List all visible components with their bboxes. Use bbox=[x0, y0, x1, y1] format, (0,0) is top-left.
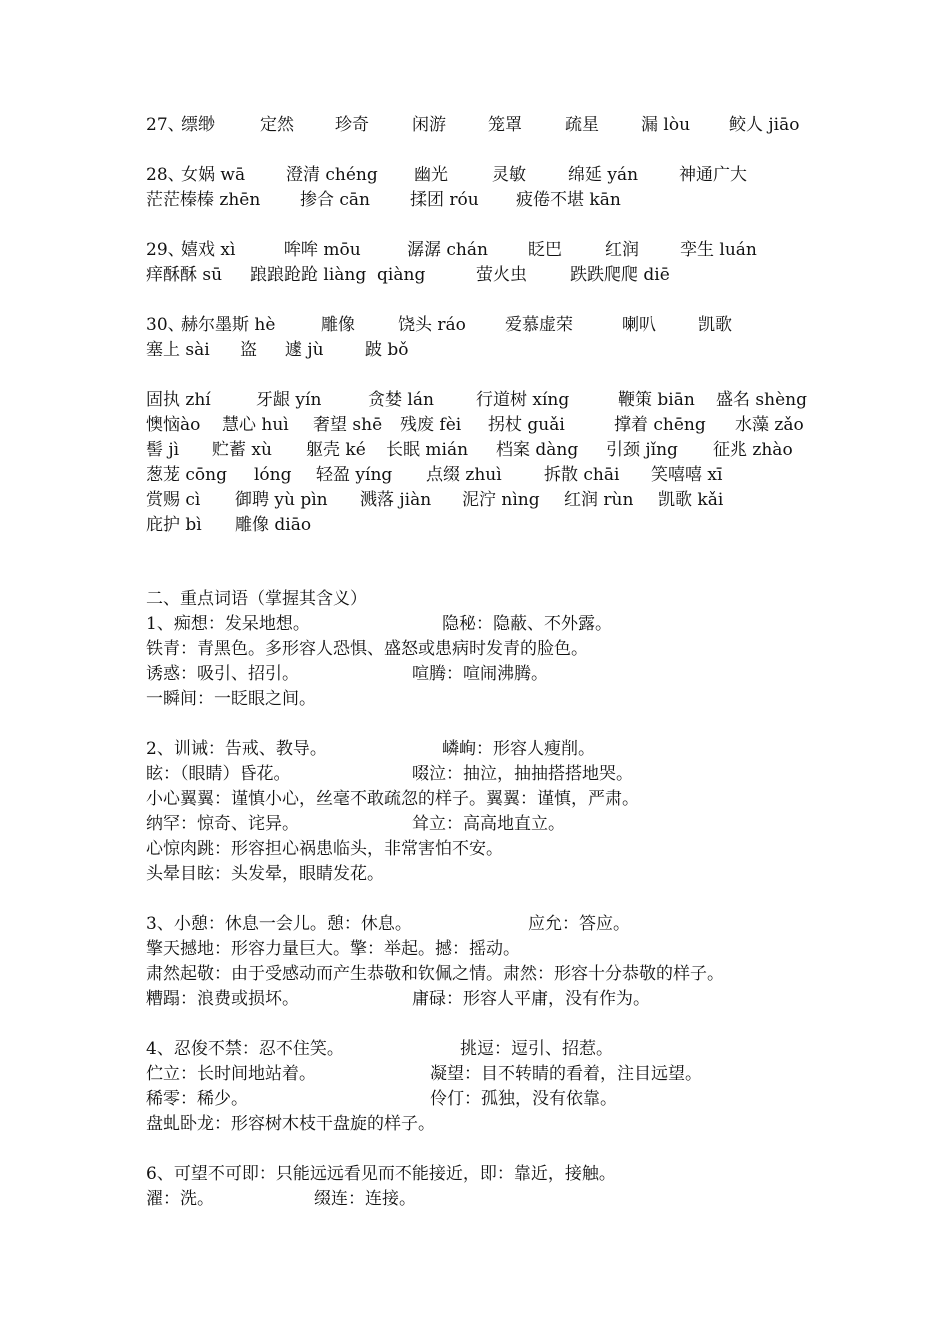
vocab-word: 哞哞 mōu bbox=[284, 240, 361, 260]
definition: 诱惑：吸引、招引。 bbox=[146, 664, 299, 684]
vocab-word: 慧心 huì bbox=[222, 415, 289, 435]
vocab-word: 档案 dàng bbox=[496, 440, 579, 460]
vocab-word: 珍奇 bbox=[335, 115, 369, 135]
vocab-word: 轻盈 yíng bbox=[316, 465, 393, 485]
vocab-word: 贮蓄 xù bbox=[212, 440, 272, 460]
extra-vocab-row bbox=[146, 513, 312, 538]
definition: 挑逗：逗引、招惹。 bbox=[460, 1039, 613, 1059]
definition: 隐秘：隐蔽、不外露。 bbox=[442, 614, 612, 634]
definition: 眩：（眼睛）昏花。 bbox=[146, 764, 291, 784]
vocab-word: 笼罩 bbox=[488, 115, 522, 135]
definition-line bbox=[146, 762, 633, 787]
definition-line bbox=[146, 737, 595, 762]
vocab-word: 笑嘻嘻 xī bbox=[651, 465, 723, 485]
definition-line bbox=[146, 987, 650, 1012]
vocab-word: 遽 jù bbox=[285, 340, 324, 360]
definition-line bbox=[146, 937, 520, 962]
definition: 4、忍俊不禁：忍不住笑。 bbox=[146, 1039, 344, 1059]
group-30-row-2 bbox=[146, 338, 409, 363]
vocab-word: 跛 bǒ bbox=[365, 340, 409, 360]
group-label: 27、 bbox=[146, 115, 185, 135]
vocab-word: 葱茏 cōng bbox=[146, 465, 227, 485]
definition: 伶仃：孤独，没有依靠。 bbox=[430, 1089, 617, 1109]
vocab-word: 爱慕虚荣 bbox=[505, 315, 573, 335]
definition: 心惊肉跳：形容担心祸患临头，非常害怕不安。 bbox=[146, 839, 503, 859]
vocab-word: 鲛人 jiāo bbox=[729, 115, 800, 135]
vocab-word: 盛名 shèng bbox=[716, 390, 807, 410]
definition-line bbox=[146, 837, 503, 862]
group-29-row bbox=[146, 238, 757, 263]
vocab-word: 固执 zhí bbox=[146, 390, 211, 410]
vocab-word: 牙龈 yín bbox=[256, 390, 322, 410]
vocab-word: 揉团 róu bbox=[410, 190, 479, 210]
vocab-word: 饶头 ráo bbox=[398, 315, 466, 335]
vocab-word: 泥泞 nìng bbox=[462, 490, 540, 510]
definition: 小心翼翼：谨慎小心，丝毫不敢疏忽的样子。翼翼：谨慎，严肃。 bbox=[146, 789, 639, 809]
vocab-word: 茫茫榛榛 zhēn bbox=[146, 190, 261, 210]
vocab-word: 撑着 chēng bbox=[614, 415, 706, 435]
vocab-word: 鞭策 biān bbox=[618, 390, 695, 410]
vocab-word: 缥缈 bbox=[181, 115, 215, 135]
extra-vocab-row bbox=[146, 388, 807, 413]
vocab-word: lóng bbox=[254, 465, 292, 485]
vocab-word: 闲游 bbox=[412, 115, 446, 135]
vocab-word: 幽光 bbox=[414, 165, 448, 185]
vocab-word: 盗 bbox=[240, 340, 257, 360]
vocab-word: 行道树 xíng bbox=[476, 390, 570, 410]
vocab-word: 神通广大 bbox=[679, 165, 747, 185]
vocab-word: 痒酥酥 sū bbox=[146, 265, 223, 285]
definition: 盘虬卧龙：形容树木枝干盘旋的样子。 bbox=[146, 1114, 435, 1134]
group-28-row bbox=[146, 163, 747, 188]
vocab-word: 嬉戏 xì bbox=[181, 240, 236, 260]
vocab-word: 奢望 shē bbox=[313, 415, 383, 435]
definition-line bbox=[146, 912, 630, 937]
definition: 6、可望不可即：只能远远看见而不能接近，即：靠近，接触。 bbox=[146, 1164, 616, 1184]
vocab-word: 点缀 zhuì bbox=[426, 465, 502, 485]
vocab-word: 红润 rùn bbox=[564, 490, 634, 510]
definition: 纳罕：惊奇、诧异。 bbox=[146, 814, 299, 834]
vocab-word: 踉踉跄跄 liàng qiàng bbox=[250, 265, 426, 285]
vocab-word: 雕像 bbox=[321, 315, 355, 335]
definition: 头晕目眩：头发晕，眼睛发花。 bbox=[146, 864, 384, 884]
definition-line bbox=[146, 612, 612, 637]
definition-line bbox=[146, 862, 384, 887]
definition-line bbox=[146, 787, 639, 812]
vocab-word: 贪婪 lán bbox=[368, 390, 434, 410]
definition-line bbox=[146, 1187, 416, 1212]
definition: 缀连：连接。 bbox=[314, 1189, 416, 1209]
definition-line bbox=[146, 662, 548, 687]
vocab-word: 疏星 bbox=[565, 115, 599, 135]
definition-line bbox=[146, 637, 588, 662]
section-heading: 二、重点词语（掌握其含义） bbox=[146, 589, 367, 609]
group-label: 30、 bbox=[146, 315, 185, 335]
definition: 伫立：长时间地站着。 bbox=[146, 1064, 316, 1084]
vocab-word: 漏 lòu bbox=[641, 115, 691, 135]
definition: 喧腾：喧闹沸腾。 bbox=[412, 664, 548, 684]
vocab-word: 灵敏 bbox=[492, 165, 526, 185]
definition: 糟蹋：浪费或损坏。 bbox=[146, 989, 299, 1009]
vocab-word: 孪生 luán bbox=[680, 240, 757, 260]
vocab-word: 引颈 jǐng bbox=[606, 440, 678, 460]
definition: 肃然起敬：由于受感动而产生恭敬和钦佩之情。肃然：形容十分恭敬的样子。 bbox=[146, 964, 724, 984]
vocab-word: 长眠 mián bbox=[386, 440, 469, 460]
vocab-word: 萤火虫 bbox=[476, 265, 527, 285]
definition: 3、小憩：休息一会儿。憩：休息。 bbox=[146, 914, 412, 934]
definition: 啜泣：抽泣，抽抽搭搭地哭。 bbox=[412, 764, 633, 784]
vocab-word: 赏赐 cì bbox=[146, 490, 201, 510]
vocab-word: 御聘 yù pìn bbox=[235, 490, 328, 510]
definition-line bbox=[146, 1037, 613, 1062]
definition-line bbox=[146, 1162, 616, 1187]
vocab-word: 红润 bbox=[605, 240, 639, 260]
vocab-word: 潺潺 chán bbox=[407, 240, 488, 260]
vocab-word: 塞上 sài bbox=[146, 340, 210, 360]
definition: 铁青：青黑色。多形容人恐惧、盛怒或患病时发青的脸色。 bbox=[146, 639, 588, 659]
definition: 2、训诫：告戒、教导。 bbox=[146, 739, 327, 759]
definition: 耸立：高高地直立。 bbox=[412, 814, 565, 834]
definition: 濯：洗。 bbox=[146, 1189, 214, 1209]
vocab-word: 澄清 chéng bbox=[286, 165, 378, 185]
definition: 一瞬间：一眨眼之间。 bbox=[146, 689, 316, 709]
definition: 庸碌：形容人平庸，没有作为。 bbox=[412, 989, 650, 1009]
definition-line bbox=[146, 1112, 435, 1137]
vocab-word: 残废 fèi bbox=[400, 415, 462, 435]
vocab-word: 凯歌 kǎi bbox=[658, 490, 724, 510]
vocab-word: 拐杖 guǎi bbox=[488, 415, 565, 435]
extra-vocab-row bbox=[146, 488, 724, 513]
vocab-word: 拆散 chāi bbox=[544, 465, 620, 485]
vocab-word: 喇叭 bbox=[622, 315, 656, 335]
vocab-word: 疲倦不堪 kān bbox=[516, 190, 621, 210]
definition-line bbox=[146, 1062, 702, 1087]
vocab-word: 凯歌 bbox=[698, 315, 732, 335]
definition-line bbox=[146, 687, 316, 712]
vocab-word: 跌跌爬爬 diē bbox=[570, 265, 670, 285]
group-label: 28、 bbox=[146, 165, 185, 185]
definition: 嶙峋：形容人瘦削。 bbox=[442, 739, 595, 759]
vocab-word: 溅落 jiàn bbox=[360, 490, 432, 510]
group-label: 29、 bbox=[146, 240, 185, 260]
extra-vocab-row bbox=[146, 438, 793, 463]
vocab-word: 雕像 diāo bbox=[235, 515, 312, 535]
definition-line bbox=[146, 1087, 617, 1112]
group-30-row bbox=[146, 313, 732, 338]
vocab-word: 赫尔墨斯 hè bbox=[181, 315, 276, 335]
vocab-word: 征兆 zhào bbox=[713, 440, 793, 460]
definition-line bbox=[146, 812, 565, 837]
definition: 1、痴想：发呆地想。 bbox=[146, 614, 310, 634]
vocab-word: 定然 bbox=[260, 115, 294, 135]
extra-vocab-row bbox=[146, 463, 723, 488]
vocab-word: 庇护 bì bbox=[146, 515, 202, 535]
definition: 稀零：稀少。 bbox=[146, 1089, 248, 1109]
definition: 凝望：目不转睛的看着，注目远望。 bbox=[430, 1064, 702, 1084]
group-29-row-2 bbox=[146, 263, 670, 288]
vocab-word: 水藻 zǎo bbox=[735, 415, 804, 435]
definition: 应允：答应。 bbox=[528, 914, 630, 934]
extra-vocab-row bbox=[146, 413, 804, 438]
definition: 擎天撼地：形容力量巨大。擎：举起。撼：摇动。 bbox=[146, 939, 520, 959]
vocab-word: 女娲 wā bbox=[181, 165, 246, 185]
group-28-row-2 bbox=[146, 188, 621, 213]
vocab-word: 懊恼ào bbox=[146, 415, 201, 435]
vocab-word: 掺合 cān bbox=[300, 190, 371, 210]
vocab-word: 眨巴 bbox=[528, 240, 562, 260]
definition-line bbox=[146, 962, 724, 987]
vocab-word: 躯壳 ké bbox=[306, 440, 366, 460]
group-27-row bbox=[146, 113, 800, 138]
vocab-word: 绵延 yán bbox=[568, 165, 639, 185]
vocab-word: 髻 jì bbox=[146, 440, 180, 460]
